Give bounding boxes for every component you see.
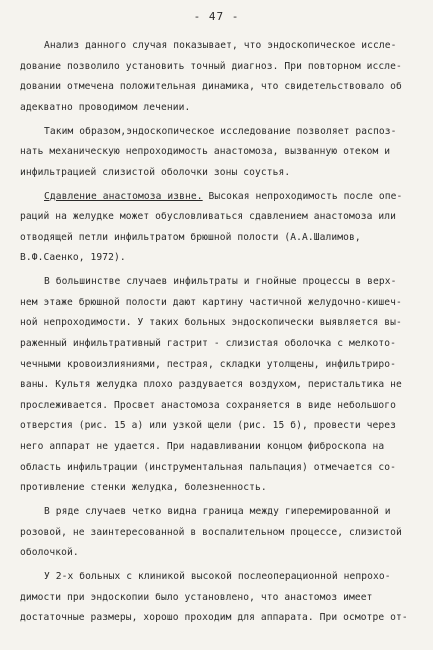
line-text: оболочкой. [20, 547, 79, 559]
text-line [20, 527, 402, 539]
line-text: ной непроходимости. У таких больных эндоскопически выявляется вы- [20, 317, 402, 329]
line-text: ваны. Культя желудка плохо раздувается воздухом, перистальтика не [20, 379, 402, 391]
text-line [20, 232, 361, 244]
text-line [44, 126, 397, 138]
line-text: Анализ данного случая показывает, что эндоскопическое иссле- [44, 40, 397, 51]
text-line [44, 191, 402, 203]
line-text: адекватно проводимом лечении. [20, 101, 191, 113]
line-text: розовой, не заинтересованной в воспалительном процессе, слизистой [20, 526, 402, 538]
line-text: раженный инфильтративный гастрит - слизистая оболочка с мелкото- [20, 338, 397, 349]
line-text: чечными кровоизлияниями, пестрая, складки утолщены, инфильтриро- [20, 358, 397, 370]
text-line [20, 61, 402, 73]
text-line [44, 571, 391, 583]
line-text: нем этаже брюшной полости дают картину частичной желудочно-кишеч- [20, 296, 402, 308]
line-text: В большинстве случаев инфильтраты и гнойные процессы в верх- [44, 276, 397, 288]
line-text: отверстия (рис. 15 а) или узкой щели (рис. 15 б), провести через [20, 420, 397, 432]
text-line [20, 252, 126, 264]
text-line [20, 462, 396, 474]
line-text: отводящей петли инфильтратом брюшной полости (А.А.Шалимов, [20, 231, 361, 243]
text-line [20, 612, 408, 624]
text-line [20, 400, 396, 412]
text-line [20, 441, 384, 453]
text-line [44, 40, 397, 52]
line-text: прослеживается. Просвет анастомоза сохраняется в виде небольшого [20, 399, 397, 411]
line-text: У 2-х больных с клиникой высокой послеоперационной непрохо- [44, 571, 391, 582]
line-text: дование позволило установить точный диагноз. При повторном иссле- [20, 60, 402, 72]
line-text: область инфильтрации (инструментальная пальпация) отмечается со- [20, 461, 397, 473]
line-text: Высокая непроходимость после опе- [202, 190, 403, 202]
text-line [20, 359, 396, 371]
line-text: В ряде случаев четко видна граница между гиперемированной и [44, 506, 391, 517]
text-line [20, 102, 190, 114]
text-line [20, 482, 267, 494]
text-line [44, 506, 391, 518]
text-line [20, 338, 396, 350]
text-line [20, 81, 402, 93]
page-number: - 47 - [193, 10, 240, 23]
line-text: Таким образом,эндоскопическое исследование позволяет распоз- [44, 125, 397, 137]
line-text: довании отмечена положительная динамика, что свидетельствовало об [20, 81, 402, 93]
line-text: димости при эндоскопии было установлено, что анастомоз имеет [20, 591, 373, 603]
text-line [20, 297, 402, 309]
text-line [20, 146, 390, 158]
line-text: В.Ф.Саенко, 1972). [20, 252, 126, 264]
text-line [20, 379, 402, 391]
line-text: инфильтрацией слизистой оболочки зоны соустья. [20, 166, 291, 178]
text-line [20, 317, 402, 329]
text-line [20, 420, 396, 432]
text-line [20, 211, 396, 223]
text-line [44, 276, 397, 288]
text-line [20, 592, 373, 604]
line-text: достаточные размеры, хорошо проходим для аппарата. При осмотре от- [20, 612, 408, 624]
section-heading: Сдавление анастомоза извне. [44, 190, 203, 202]
text-line [20, 547, 79, 559]
line-text: раций на желудке может обусловливаться сдавлением анастомоза или [20, 211, 397, 223]
line-text: него аппарат не удается. При надавливании концом фиброскопа на [20, 441, 385, 452]
text-line [20, 167, 290, 179]
line-text: нать механическую непроходимость анастомоза, вызванную отеком и [20, 146, 391, 158]
line-text: противление стенки желудка, болезненность. [20, 482, 267, 494]
